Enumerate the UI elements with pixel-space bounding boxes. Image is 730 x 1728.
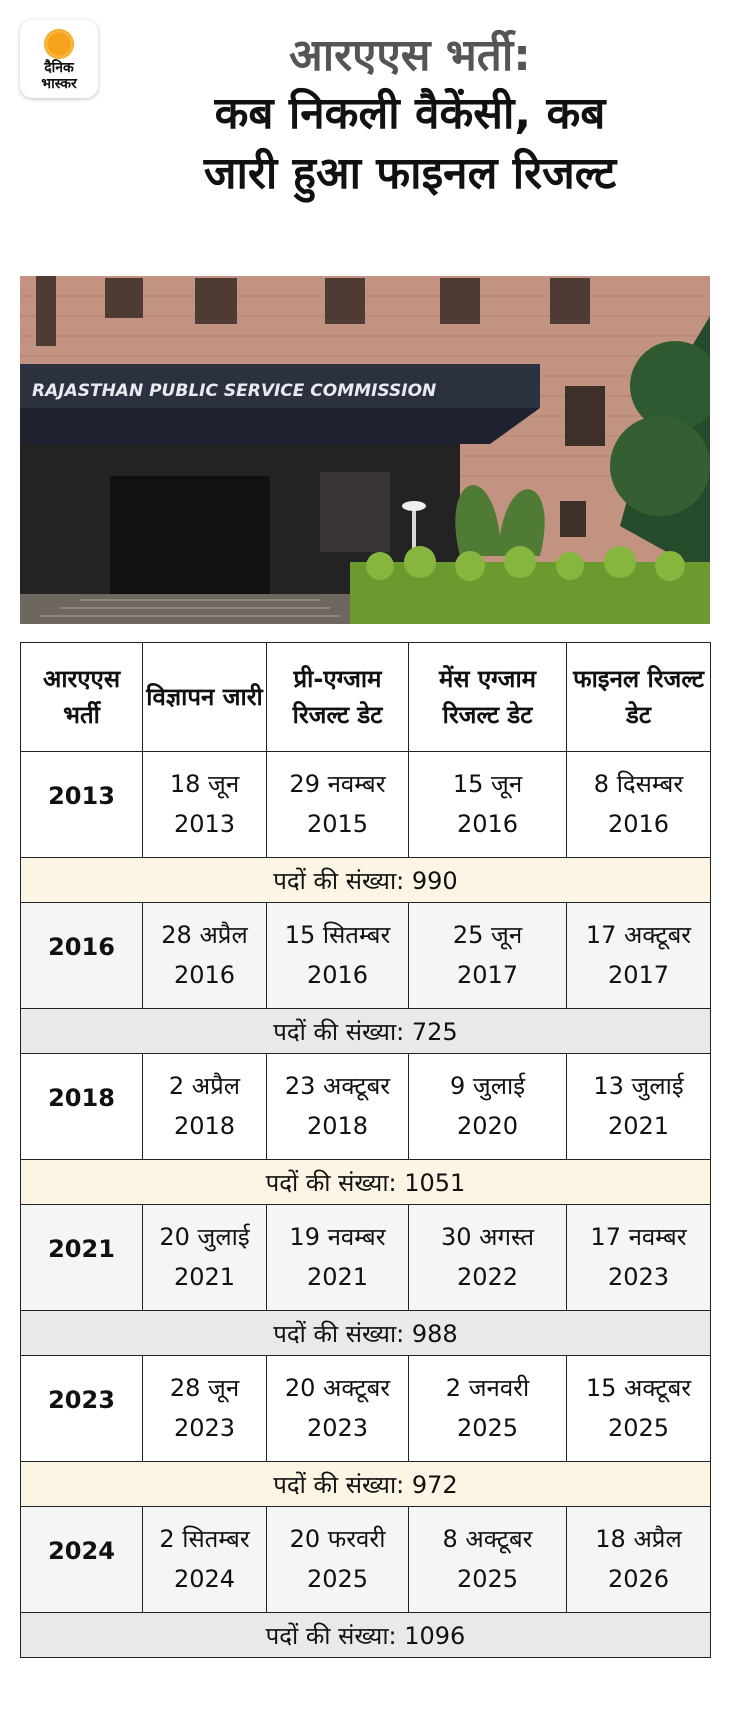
- mains-result-date: 25 जून 2017: [409, 903, 567, 1009]
- table-row: [21, 1356, 711, 1462]
- header-mains-exam-result: मेंस एग्जाम रिजल्ट डेट: [409, 643, 567, 752]
- title-line-3: जारी हुआ फाइनल रिजल्ट: [203, 148, 617, 199]
- pre-result-date: 15 सितम्बर 2016: [267, 903, 409, 1009]
- mains-result-date: 2 जनवरी 2025: [409, 1356, 567, 1462]
- final-result-date: 8 दिसम्बर 2016: [567, 752, 711, 858]
- header-ras-recruitment: आरएएस भर्ती: [21, 643, 143, 752]
- pre-result-date: 23 अक्टूबर 2018: [267, 1054, 409, 1160]
- logo-text-line2: भास्कर: [41, 76, 77, 92]
- posts-count: पदों की संख्या: 1096: [21, 1613, 711, 1658]
- year-cell: 2024: [21, 1507, 143, 1613]
- year-cell: 2023: [21, 1356, 143, 1462]
- dainik-bhaskar-logo: [20, 20, 98, 98]
- year-cell: 2013: [21, 752, 143, 858]
- title-line-2: कब निकली वैकेंसी, कब: [214, 88, 606, 139]
- year-cell: 2018: [21, 1054, 143, 1160]
- final-result-date: 18 अप्रैल 2026: [567, 1507, 711, 1613]
- final-result-date: 17 अक्टूबर 2017: [567, 903, 711, 1009]
- rpsc-building-photo: [20, 276, 710, 624]
- posts-count: पदों की संख्या: 972: [21, 1462, 711, 1507]
- page-title: [100, 28, 720, 204]
- posts-count-row: [21, 1009, 711, 1054]
- logo-text-line1: दैनिक: [44, 60, 74, 76]
- sun-icon: [44, 29, 74, 59]
- title-line-1: आरएएस भर्ती:: [289, 30, 531, 81]
- final-result-date: 13 जुलाई 2021: [567, 1054, 711, 1160]
- final-result-date: 15 अक्टूबर 2025: [567, 1356, 711, 1462]
- table-row: [21, 1054, 711, 1160]
- mains-result-date: 30 अगस्त 2022: [409, 1205, 567, 1311]
- posts-count-row: [21, 858, 711, 903]
- year-cell: 2021: [21, 1205, 143, 1311]
- final-result-date: 17 नवम्बर 2023: [567, 1205, 711, 1311]
- posts-count-row: [21, 1462, 711, 1507]
- posts-count: पदों की संख्या: 990: [21, 858, 711, 903]
- table-row: [21, 903, 711, 1009]
- posts-count: पदों की संख्या: 988: [21, 1311, 711, 1356]
- pre-result-date: 29 नवम्बर 2015: [267, 752, 409, 858]
- table-row: [21, 1507, 711, 1613]
- header-final-result: फाइनल रिजल्ट डेट: [567, 643, 711, 752]
- posts-count: पदों की संख्या: 1051: [21, 1160, 711, 1205]
- advertisement-date: 28 अप्रैल 2016: [143, 903, 267, 1009]
- posts-count-row: [21, 1160, 711, 1205]
- mains-result-date: 9 जुलाई 2020: [409, 1054, 567, 1160]
- advertisement-date: 28 जून 2023: [143, 1356, 267, 1462]
- advertisement-date: 2 अप्रैल 2018: [143, 1054, 267, 1160]
- recruitment-table: [20, 642, 711, 1658]
- pre-result-date: 19 नवम्बर 2021: [267, 1205, 409, 1311]
- pre-result-date: 20 अक्टूबर 2023: [267, 1356, 409, 1462]
- posts-count-row: [21, 1613, 711, 1658]
- table-header-row: [21, 643, 711, 752]
- year-cell: 2016: [21, 903, 143, 1009]
- mains-result-date: 15 जून 2016: [409, 752, 567, 858]
- header-advertisement: विज्ञापन जारी: [143, 643, 267, 752]
- posts-count-row: [21, 1311, 711, 1356]
- pre-result-date: 20 फरवरी 2025: [267, 1507, 409, 1613]
- table-row: [21, 752, 711, 858]
- header-pre-exam-result: प्री-एग्जाम रिजल्ट डेट: [267, 643, 409, 752]
- advertisement-date: 2 सितम्बर 2024: [143, 1507, 267, 1613]
- mains-result-date: 8 अक्टूबर 2025: [409, 1507, 567, 1613]
- commission-sign-text: RAJASTHAN PUBLIC SERVICE COMMISSION: [32, 381, 437, 401]
- posts-count: पदों की संख्या: 725: [21, 1009, 711, 1054]
- advertisement-date: 18 जून 2013: [143, 752, 267, 858]
- table-row: [21, 1205, 711, 1311]
- advertisement-date: 20 जुलाई 2021: [143, 1205, 267, 1311]
